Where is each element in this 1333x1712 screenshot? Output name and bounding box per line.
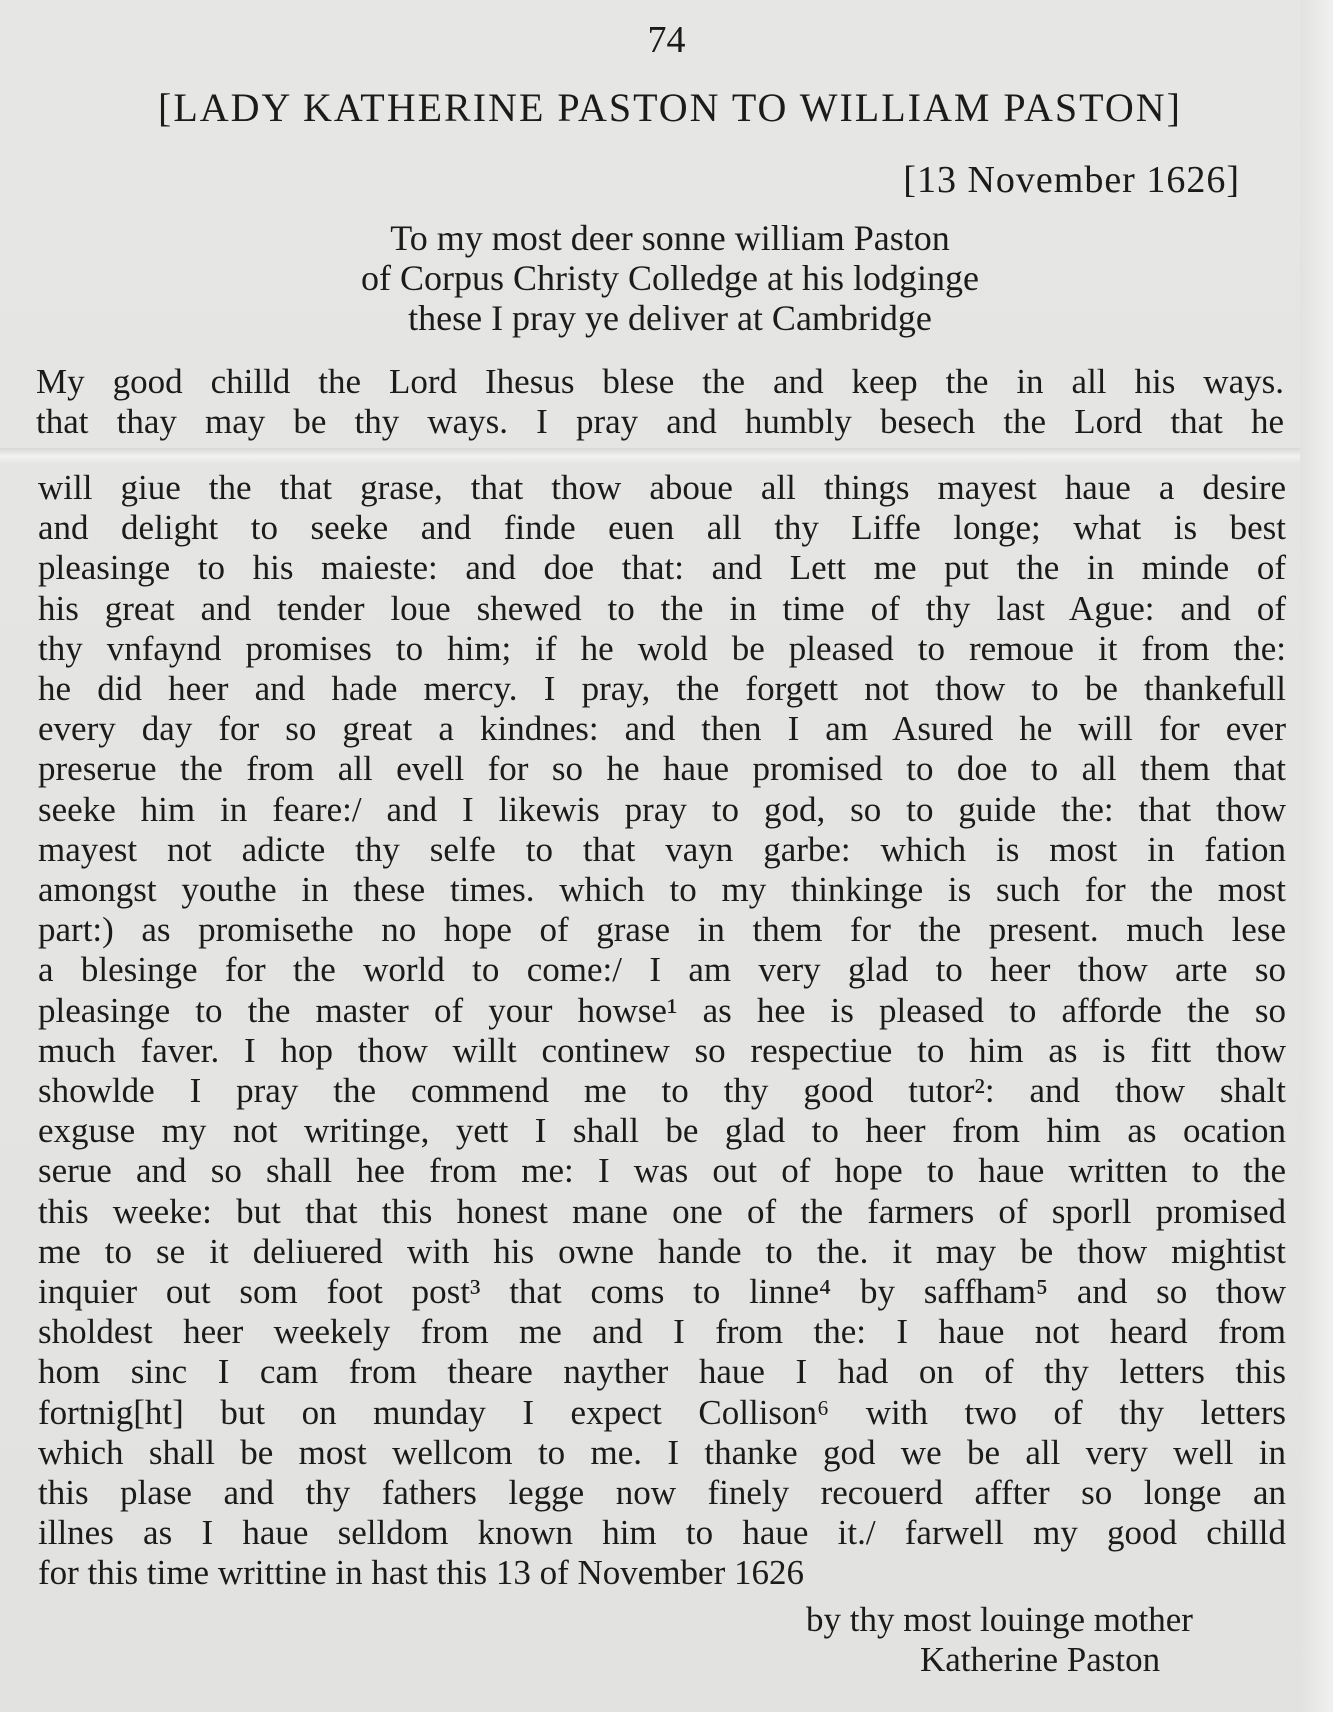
body-line: his great and tender loue shewed to the in time of thy last Ague: and of — [38, 588, 1286, 628]
address-line: these I pray ye deliver at Cambridge — [408, 298, 932, 338]
body-line: fortnig[ht] but on munday I expect Collison⁶ with two of thy letters — [38, 1392, 1286, 1432]
page-number: 74 — [647, 19, 686, 61]
body-line: that thay may be thy ways. I pray and humbly besech the Lord that he — [36, 402, 1284, 441]
scan-seam — [0, 448, 1333, 466]
body-line: which shall be most wellcom to me. I thanke god we be all very well in — [38, 1432, 1286, 1472]
body-line: pleasinge to his maieste: and doe that: and Lett me put the in minde of — [38, 548, 1286, 588]
letter-body — [38, 468, 1288, 1594]
address-line: To my most deer sonne william Paston — [390, 218, 950, 258]
body-line: showlde I pray the commend me to thy good tutor²: and thow shalt — [38, 1071, 1286, 1111]
letter-title: [LADY KATHERINE PASTON TO WILLIAM PASTON] — [158, 85, 1182, 130]
body-line: pleasinge to the master of your howse¹ as hee is pleased to afforde the so — [38, 990, 1286, 1030]
body-line: inquier out som foot post³ that coms to linne⁴ by saffham⁵ and so thow — [38, 1272, 1286, 1312]
body-line: serue and so shall hee from me: I was out of hope to haue written to the — [38, 1151, 1286, 1191]
body-line: this plase and thy fathers legge now finely recouerd affter so longe an — [38, 1473, 1286, 1513]
body-line: thy vnfaynd promises to him; if he wold be pleased to remoue it from the: — [38, 628, 1286, 668]
body-line: hom sinc I cam from theare nayther haue I had on of thy letters this — [38, 1352, 1286, 1392]
signoff-line: by thy most louinge mother — [806, 1600, 1193, 1639]
scan-edge — [1300, 0, 1333, 1712]
body-line: sholdest heer weekely from me and I from the: I haue not heard from — [38, 1312, 1286, 1352]
body-line: me to se it deliuered with his owne hande to the. it may be thow mightist — [38, 1231, 1286, 1271]
body-line: part:) as promisethe no hope of grase in them for the present. much lese — [38, 910, 1286, 950]
address-line: of Corpus Christy Colledge at his lodginge — [361, 258, 979, 298]
body-line: and delight to seeke and finde euen all thy Liffe longe; what is best — [38, 508, 1286, 548]
body-line: he did heer and hade mercy. I pray, the forgett not thow to be thankefull — [38, 669, 1286, 709]
body-line: preserue the from all evell for so he haue promised to doe to all them that — [38, 749, 1286, 789]
letter-address — [190, 218, 1150, 338]
body-line: will giue the that grase, that thow aboue all things mayest haue a desire — [38, 468, 1286, 507]
body-line: much faver. I hop thow willt continew so respectiue to him as is fitt thow — [38, 1030, 1286, 1070]
body-line: exguse my not writinge, yett I shall be glad to heer from him as ocation — [38, 1111, 1286, 1151]
body-line: every day for so great a kindnes: and then I am Asured he will for ever — [38, 709, 1286, 749]
body-line: a blesinge for the world to come:/ I am very glad to heer thow arte so — [38, 950, 1286, 990]
body-line: mayest not adicte thy selfe to that vayn garbe: which is most in fation — [38, 829, 1286, 869]
signature-name: Katherine Paston — [920, 1640, 1161, 1679]
letter-date: [13 November 1626] — [903, 159, 1240, 201]
body-line: for this time writtine in hast this 13 of November 1626 — [38, 1553, 805, 1593]
body-line: illnes as I haue selldom known him to haue it./ farwell my good chilld — [38, 1513, 1286, 1553]
letter-signoff — [790, 1600, 1290, 1680]
letter-body-opening — [36, 362, 1286, 442]
body-line: amongst youthe in these times. which to my thinkinge is such for the most — [38, 870, 1286, 910]
body-line: this weeke: but that this honest mane one of the farmers of sporll promised — [38, 1191, 1286, 1231]
body-line: My good chilld the Lord Ihesus blese the and keep the in all his ways. — [36, 362, 1284, 401]
body-line: seeke him in feare:/ and I likewis pray to god, so to guide the: that thow — [38, 789, 1286, 829]
